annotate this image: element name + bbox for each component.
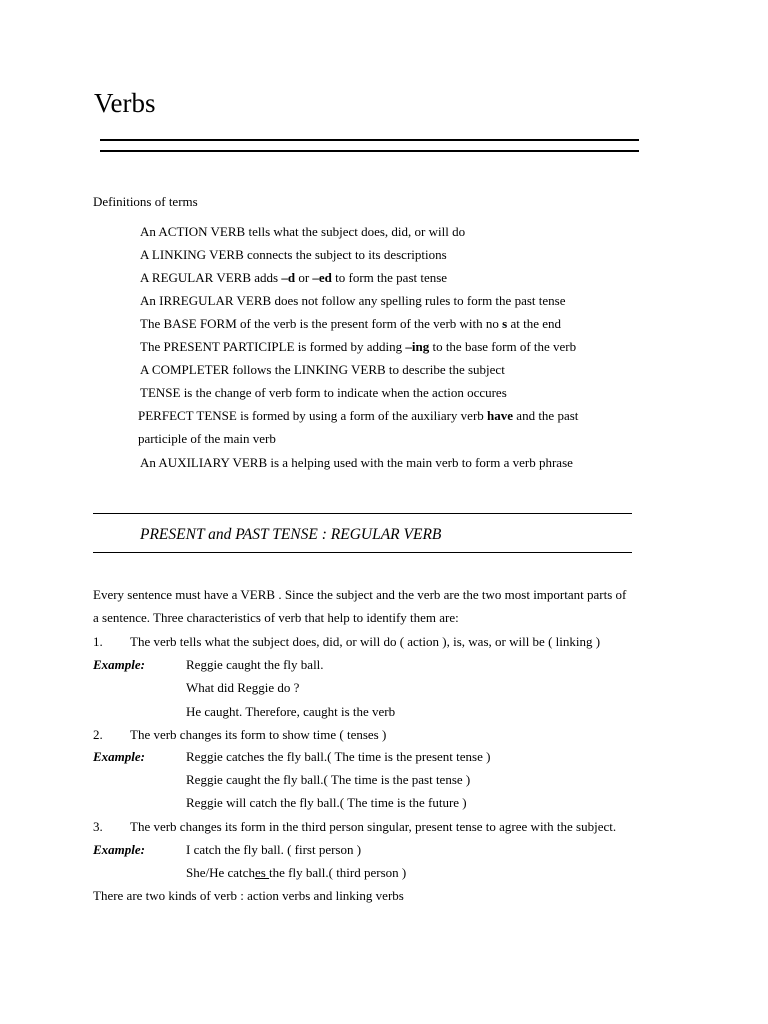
definition-item: The BASE FORM of the verb is the present form of the verb with no s at the end — [140, 316, 561, 331]
page-title: Verbs — [94, 88, 156, 118]
closing-line: There are two kinds of verb : action verbs and linking verbs — [93, 888, 404, 903]
example-line: She/He catches the fly ball.( third person ) — [186, 865, 407, 880]
example-line: Reggie caught the fly ball. — [186, 657, 324, 672]
point-text: The verb changes its form to show time ( tenses ) — [130, 727, 387, 742]
definition-item: An AUXILIARY VERB is a helping used with the main verb to form a verb phrase — [140, 455, 573, 470]
definition-item: TENSE is the change of verb form to indicate when the action occures — [140, 385, 507, 400]
definition-item: PERFECT TENSE is formed by using a form of the auxiliary verb have and the past — [138, 408, 579, 423]
definition-item: A LINKING VERB connects the subject to its descriptions — [140, 247, 447, 262]
point-number: 1. — [93, 634, 103, 649]
section-rule-top — [93, 513, 632, 514]
definition-item: A COMPLETER follows the LINKING VERB to describe the subject — [140, 362, 505, 377]
title-rule-top — [100, 139, 639, 141]
example-label: Example: — [93, 749, 145, 764]
definition-item: An ACTION VERB tells what the subject does, did, or will do — [140, 224, 466, 239]
example-line: I catch the fly ball. ( first person ) — [186, 842, 362, 857]
intro-line: Every sentence must have a VERB . Since the subject and the verb are the two most important parts of — [93, 587, 627, 602]
definition-item: An IRREGULAR VERB does not follow any spelling rules to form the past tense — [140, 293, 566, 308]
title-rule-bottom — [100, 150, 639, 152]
example-line: Reggie catches the fly ball.( The time is the present tense ) — [186, 749, 491, 764]
definitions-heading: Definitions of terms — [93, 194, 198, 209]
section-heading: PRESENT and PAST TENSE : REGULAR VERB — [140, 526, 442, 543]
point-number: 3. — [93, 819, 103, 834]
definition-item: A REGULAR VERB adds –d or –ed to form the past tense — [140, 270, 448, 285]
example-label: Example: — [93, 842, 145, 857]
example-label: Example: — [93, 657, 145, 672]
example-line: He caught. Therefore, caught is the verb — [186, 704, 396, 719]
point-text: The verb changes its form in the third person singular, present tense to agree with the subject. — [130, 819, 617, 834]
definition-item: The PRESENT PARTICIPLE is formed by adding –ing to the base form of the verb — [140, 339, 577, 354]
definition-item: participle of the main verb — [138, 431, 276, 446]
section-rule-bottom — [93, 552, 632, 553]
example-line: Reggie caught the fly ball.( The time is the past tense ) — [186, 772, 471, 787]
example-line: What did Reggie do ? — [186, 680, 300, 695]
intro-line: a sentence. Three characteristics of verb that help to identify them are: — [93, 610, 459, 625]
point-text: The verb tells what the subject does, did, or will do ( action ), is, was, or will be ( linking ) — [130, 634, 601, 649]
point-number: 2. — [93, 727, 103, 742]
example-line: Reggie will catch the fly ball.( The time is the future ) — [186, 795, 467, 810]
